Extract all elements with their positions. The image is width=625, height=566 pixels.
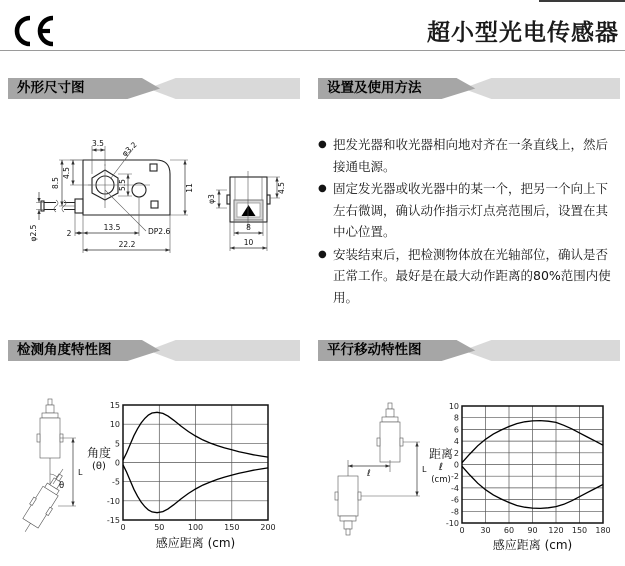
section-header-angle — [8, 340, 300, 361]
svg-text:50: 50 — [154, 523, 165, 532]
svg-text:150: 150 — [571, 526, 588, 535]
theta-label: θ — [59, 481, 65, 491]
angle-chart-ylabel: 角度 (θ) — [86, 446, 111, 472]
instruction-item — [318, 134, 620, 177]
svg-text:3.5: 3.5 — [92, 139, 104, 148]
svg-text:150: 150 — [224, 523, 240, 532]
svg-text:8: 8 — [246, 223, 251, 232]
svg-text:φ3.2: φ3.2 — [120, 140, 139, 159]
svg-text:-5: -5 — [112, 477, 120, 487]
bullet-icon: ● — [318, 248, 327, 260]
svg-text:0: 0 — [453, 460, 459, 470]
svg-text:60: 60 — [503, 526, 515, 535]
parallel-chart-ylabel: 距离 ℓ (cm) — [428, 447, 453, 485]
distance-L-label: L — [78, 468, 83, 477]
svg-text:4.5: 4.5 — [277, 182, 286, 194]
angle-setup-illustration — [12, 398, 92, 563]
instruction-text: 把发光器和收光器相向地对齐在一条直线上，然后接通电源。 — [333, 137, 609, 174]
svg-text:30: 30 — [480, 526, 491, 535]
svg-text:22.2: 22.2 — [118, 240, 136, 249]
svg-text:DP2.6: DP2.6 — [148, 227, 171, 236]
distance-L-label: L — [422, 465, 427, 474]
svg-text:-15: -15 — [106, 516, 120, 525]
front-view — [41, 160, 170, 215]
svg-text:10: 10 — [109, 420, 120, 430]
svg-text:4.5: 4.5 — [62, 167, 71, 179]
section-header-label: 平行移动特性图 — [327, 342, 422, 358]
outline-dimension-drawing — [8, 138, 310, 308]
svg-text:5.5: 5.5 — [118, 179, 127, 191]
ribbon-tail — [136, 340, 300, 361]
svg-text:6: 6 — [453, 425, 459, 435]
section-header-label: 设置及使用方法 — [327, 80, 422, 96]
svg-text:120: 120 — [548, 526, 564, 535]
setup-instructions — [318, 134, 620, 309]
svg-text:11: 11 — [185, 183, 194, 193]
header-divider — [0, 50, 625, 51]
instruction-text: 固定发光器或收光器中的某一个，把另一个向上下左右微调，确认动作指示灯点亮范围后，设置在其中心位置。 — [333, 181, 609, 239]
svg-text:8: 8 — [453, 413, 459, 423]
svg-text:0: 0 — [459, 526, 465, 535]
section-header-parallel — [318, 340, 620, 361]
svg-text:0: 0 — [114, 458, 120, 468]
angle-chart-xlabel: 感应距离 (cm) — [155, 536, 236, 550]
instruction-item — [318, 178, 620, 243]
svg-text:0: 0 — [120, 523, 126, 532]
svg-text:-4: -4 — [451, 483, 459, 493]
svg-text:10: 10 — [243, 238, 254, 247]
svg-text:90: 90 — [527, 526, 538, 535]
svg-text:-2: -2 — [451, 472, 459, 482]
page-title: 超小型光电传感器 — [427, 20, 619, 46]
offset-l-label: ℓ — [367, 469, 371, 479]
svg-text:13.5: 13.5 — [103, 223, 121, 232]
svg-text:100: 100 — [187, 523, 204, 532]
svg-text:5: 5 — [114, 439, 120, 449]
section-header-outline — [8, 78, 300, 99]
parallel-setup-illustration — [330, 398, 434, 563]
svg-text:10: 10 — [448, 402, 459, 411]
svg-text:180: 180 — [595, 526, 611, 535]
ribbon-tail — [451, 340, 620, 361]
instruction-item — [318, 244, 620, 309]
corner-mark — [539, 0, 625, 2]
svg-text:2: 2 — [453, 448, 459, 458]
svg-text:-6: -6 — [451, 495, 459, 505]
svg-text:-10: -10 — [106, 496, 120, 506]
svg-text:φ2.5: φ2.5 — [29, 224, 38, 242]
svg-text:-10: -10 — [445, 519, 459, 528]
section-header-setup — [318, 78, 620, 99]
svg-text:2: 2 — [66, 229, 72, 238]
ce-logo — [10, 15, 56, 47]
ribbon-tail — [136, 78, 300, 99]
bullet-icon: ● — [318, 183, 327, 194]
instruction-text: 安装结束后，把检测物体放在光轴部位，确认是否正常工作。最好是在最大动作距离的80%范围内使用。 — [333, 246, 611, 305]
svg-text:8.5: 8.5 — [51, 177, 60, 189]
parallel-characteristic-chart — [434, 400, 611, 541]
bullet-icon: ● — [318, 139, 327, 150]
section-header-label: 外形尺寸图 — [17, 80, 85, 96]
svg-text:-8: -8 — [451, 507, 459, 517]
svg-text:4: 4 — [453, 437, 459, 447]
section-header-label: 检测角度特性图 — [17, 342, 112, 358]
parallel-chart-xlabel: 感应距离 (cm) — [492, 538, 573, 552]
svg-text:200: 200 — [260, 523, 276, 532]
svg-text:15: 15 — [109, 401, 120, 410]
ribbon-tail — [451, 78, 620, 99]
side-view — [227, 171, 270, 228]
svg-text:φ3: φ3 — [207, 194, 216, 204]
angle-characteristic-chart — [95, 399, 276, 538]
